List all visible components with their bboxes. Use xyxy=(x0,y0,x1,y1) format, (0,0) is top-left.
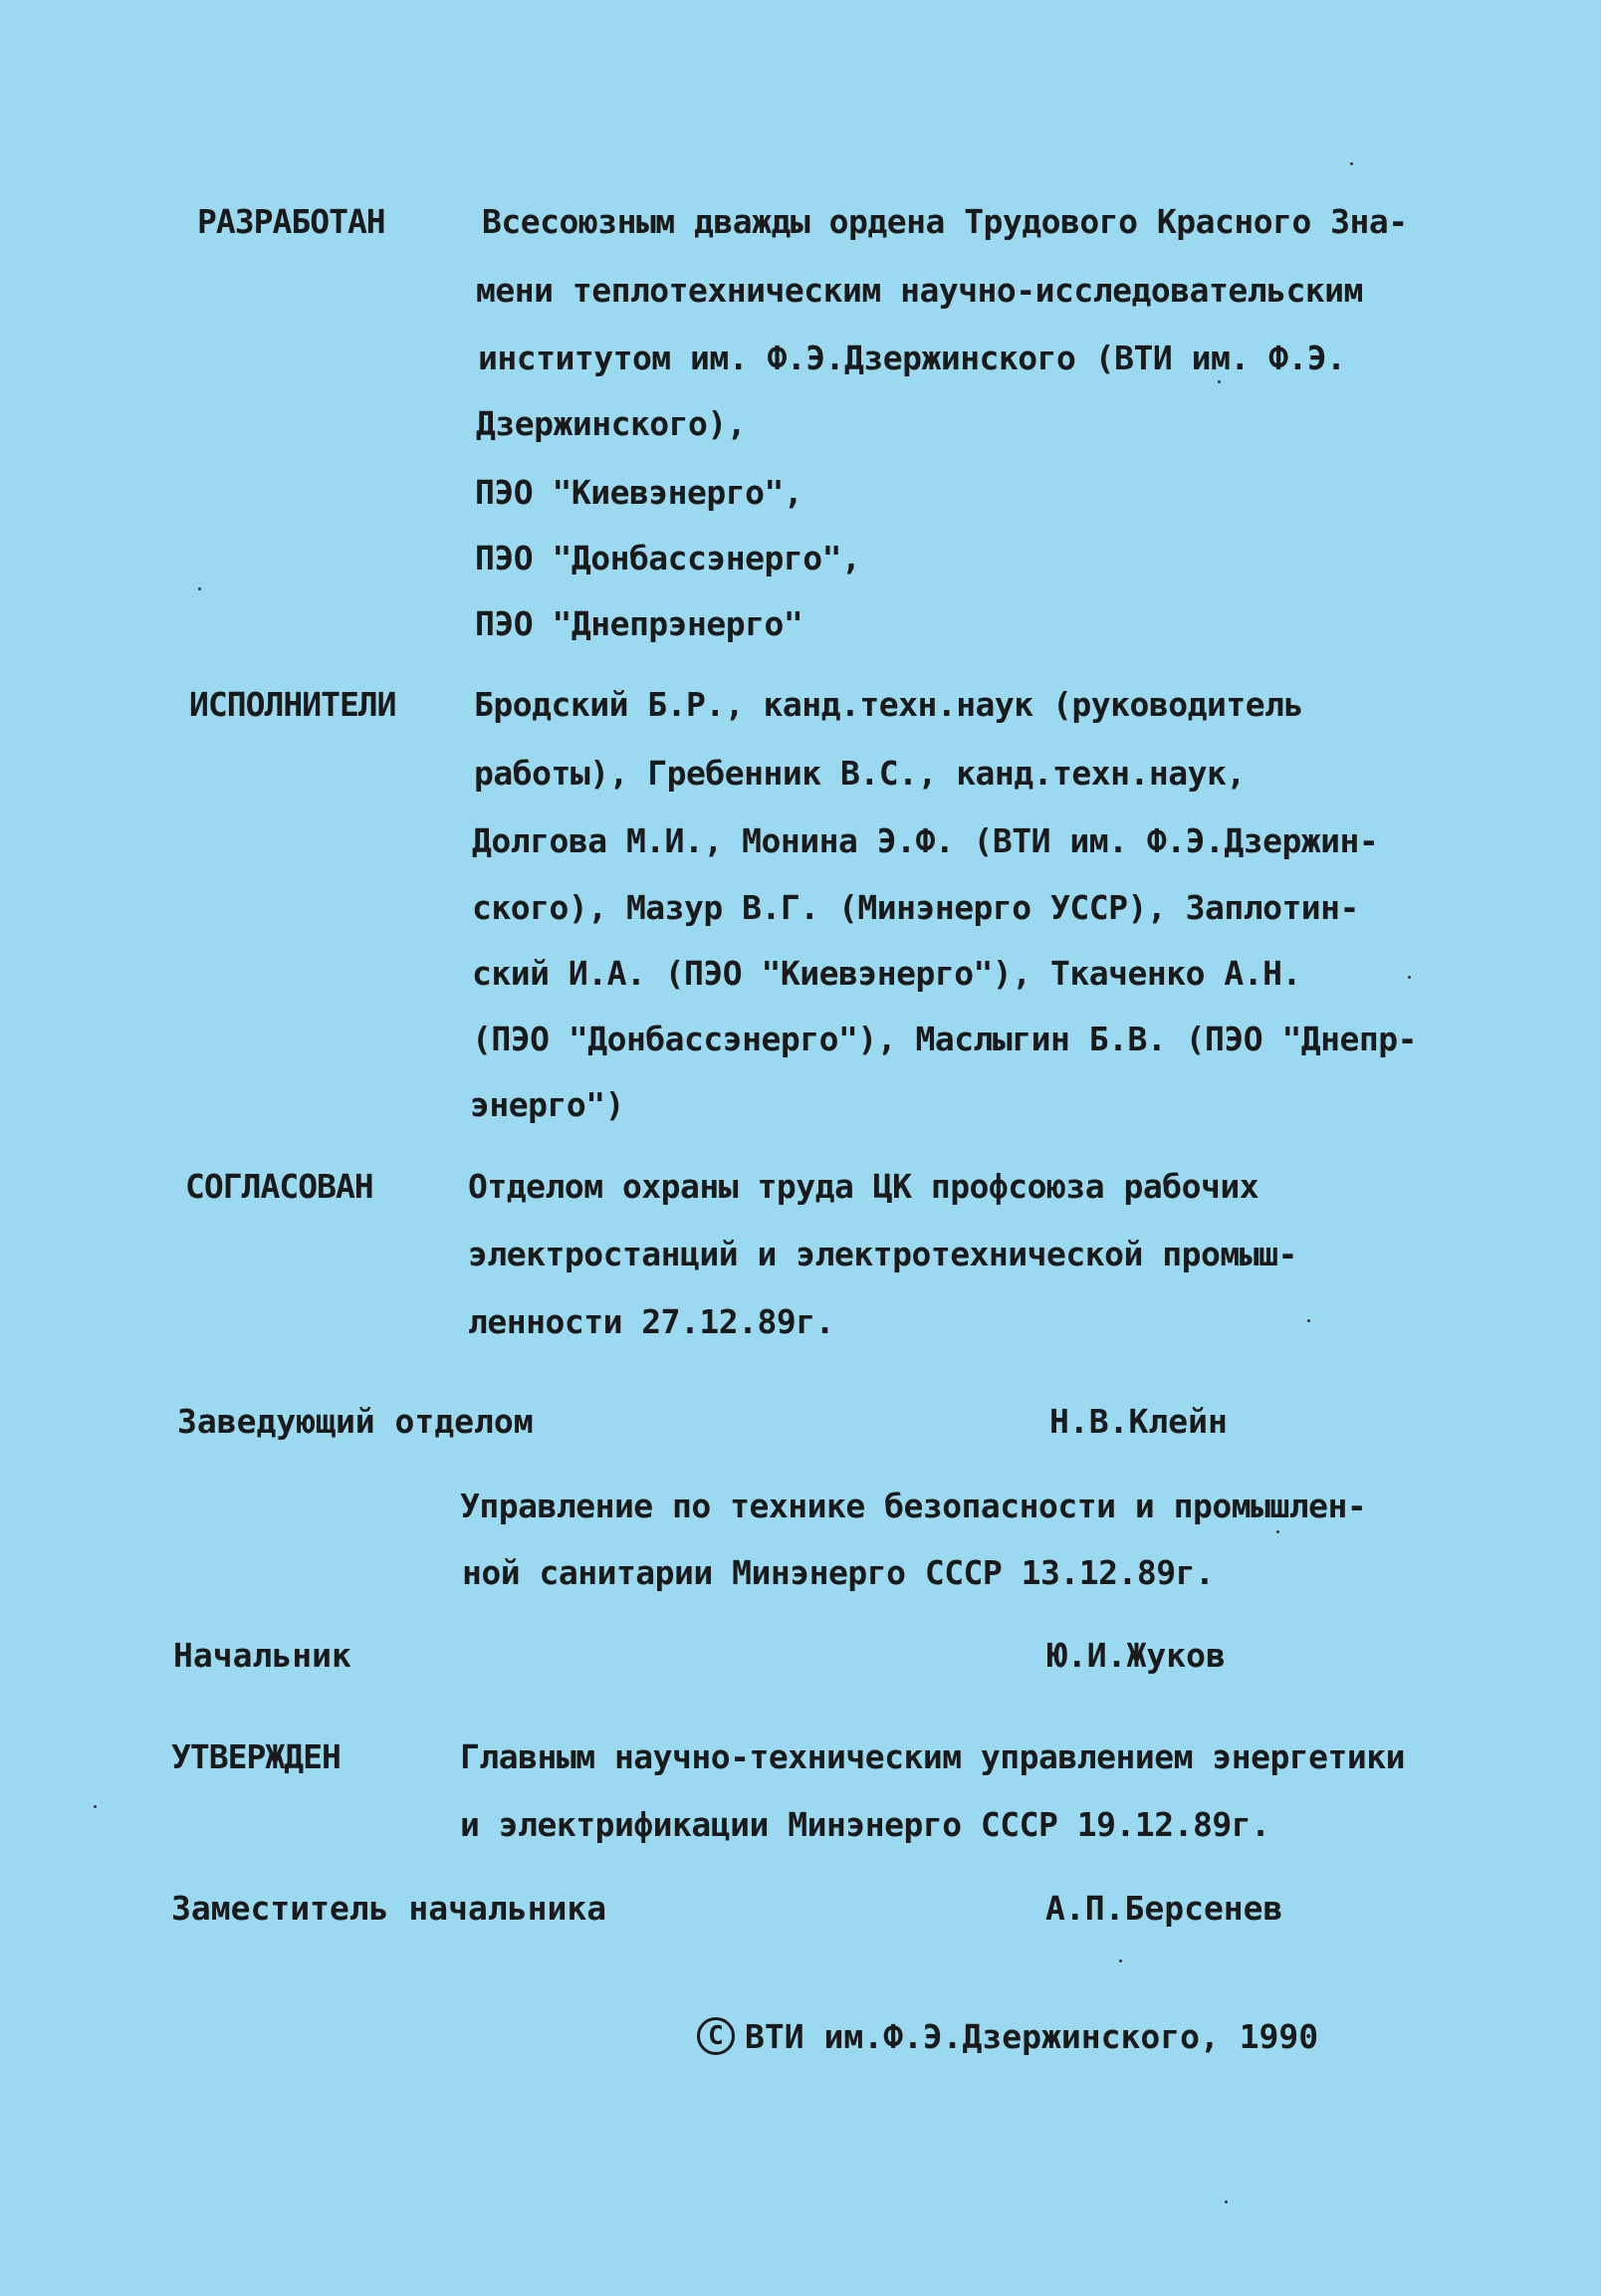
agreed-line-1: Отделом охраны труда ЦК профсоюза рабочих xyxy=(468,1167,1259,1206)
performers-line-2: работы), Гребенник В.С., канд.техн.наук, xyxy=(474,754,1246,793)
scan-speck xyxy=(198,587,201,590)
agreed-signer-title: Заведующий отделом xyxy=(177,1402,534,1441)
scan-speck xyxy=(1307,1319,1310,1322)
approved-signer-title: Заместитель начальника xyxy=(171,1889,607,1928)
agreed-signer2-title: Начальник xyxy=(173,1636,351,1675)
scan-speck xyxy=(1408,976,1411,979)
approved-line-2: и электрификации Минэнерго СССР 19.12.89г. xyxy=(460,1805,1270,1844)
performers-line-6: (ПЭО "Донбассэнерго"), Маслыгин Б.В. (ПЭО "Днепр- xyxy=(472,1020,1418,1058)
agreed-signer-name: Н.В.Клейн xyxy=(1049,1402,1228,1441)
scan-speck xyxy=(94,1805,97,1808)
performers-line-1: Бродский Б.Р., канд.техн.наук (руководитель xyxy=(474,685,1303,724)
scan-speck xyxy=(1350,162,1353,165)
agreed2-line-2: ной санитарии Минэнерго СССР 13.12.89г. xyxy=(462,1553,1215,1592)
performers-line-5: ский И.А. (ПЭО "Киевэнерго"), Ткаченко А.Н. xyxy=(472,954,1301,993)
copyright-icon: C xyxy=(697,2017,735,2055)
approved-signer-name: А.П.Берсенев xyxy=(1045,1889,1283,1928)
scan-speck xyxy=(1218,380,1221,383)
agreed-line-3: ленности 27.12.89г. xyxy=(468,1302,834,1341)
scan-speck xyxy=(1225,2200,1228,2203)
approved-line-1: Главным научно-техническим управлением энергетики xyxy=(460,1737,1406,1776)
scan-speck xyxy=(1119,1959,1122,1962)
performers-label: ИСПОЛНИТЕЛИ xyxy=(189,685,396,724)
copyright-text: ВТИ им.Ф.Э.Дзержинского, 1990 xyxy=(745,2017,1319,2056)
developed-line-4: Дзержинского), xyxy=(476,404,747,443)
developed-label: РАЗРАБОТАН xyxy=(197,202,385,241)
developed-line-7: ПЭО "Днепрэнерго" xyxy=(475,604,803,643)
agreed2-line-1: Управление по технике безопасности и промышлен- xyxy=(460,1487,1367,1525)
approved-label: УТВЕРЖДЕН xyxy=(171,1737,341,1776)
agreed-signer2-name: Ю.И.Жуков xyxy=(1047,1636,1226,1675)
developed-line-2: мени теплотехническим научно-исследовательским xyxy=(476,271,1363,310)
copyright xyxy=(697,2017,1318,2058)
agreed-label: СОГЛАСОВАН xyxy=(185,1167,373,1206)
developed-line-3: институтом им. Ф.Э.Дзержинского (ВТИ им. Ф.Э. xyxy=(478,339,1346,377)
developed-line-5: ПЭО "Киевэнерго", xyxy=(475,473,803,512)
performers-line-3: Долгова М.И., Монина Э.Ф. (ВТИ им. Ф.Э.Дзержин- xyxy=(472,821,1379,860)
developed-line-1: Всесоюзным дважды ордена Трудового Красного Зна- xyxy=(482,202,1408,241)
performers-line-4: ского), Мазур В.Г. (Минэнерго УССР), Заплотин- xyxy=(472,888,1359,927)
performers-line-7: энерго") xyxy=(470,1085,624,1124)
agreed-line-2: электростанций и электротехнической промыш- xyxy=(468,1235,1297,1273)
developed-line-6: ПЭО "Донбассэнерго", xyxy=(475,539,861,577)
scan-speck xyxy=(1276,1530,1279,1533)
